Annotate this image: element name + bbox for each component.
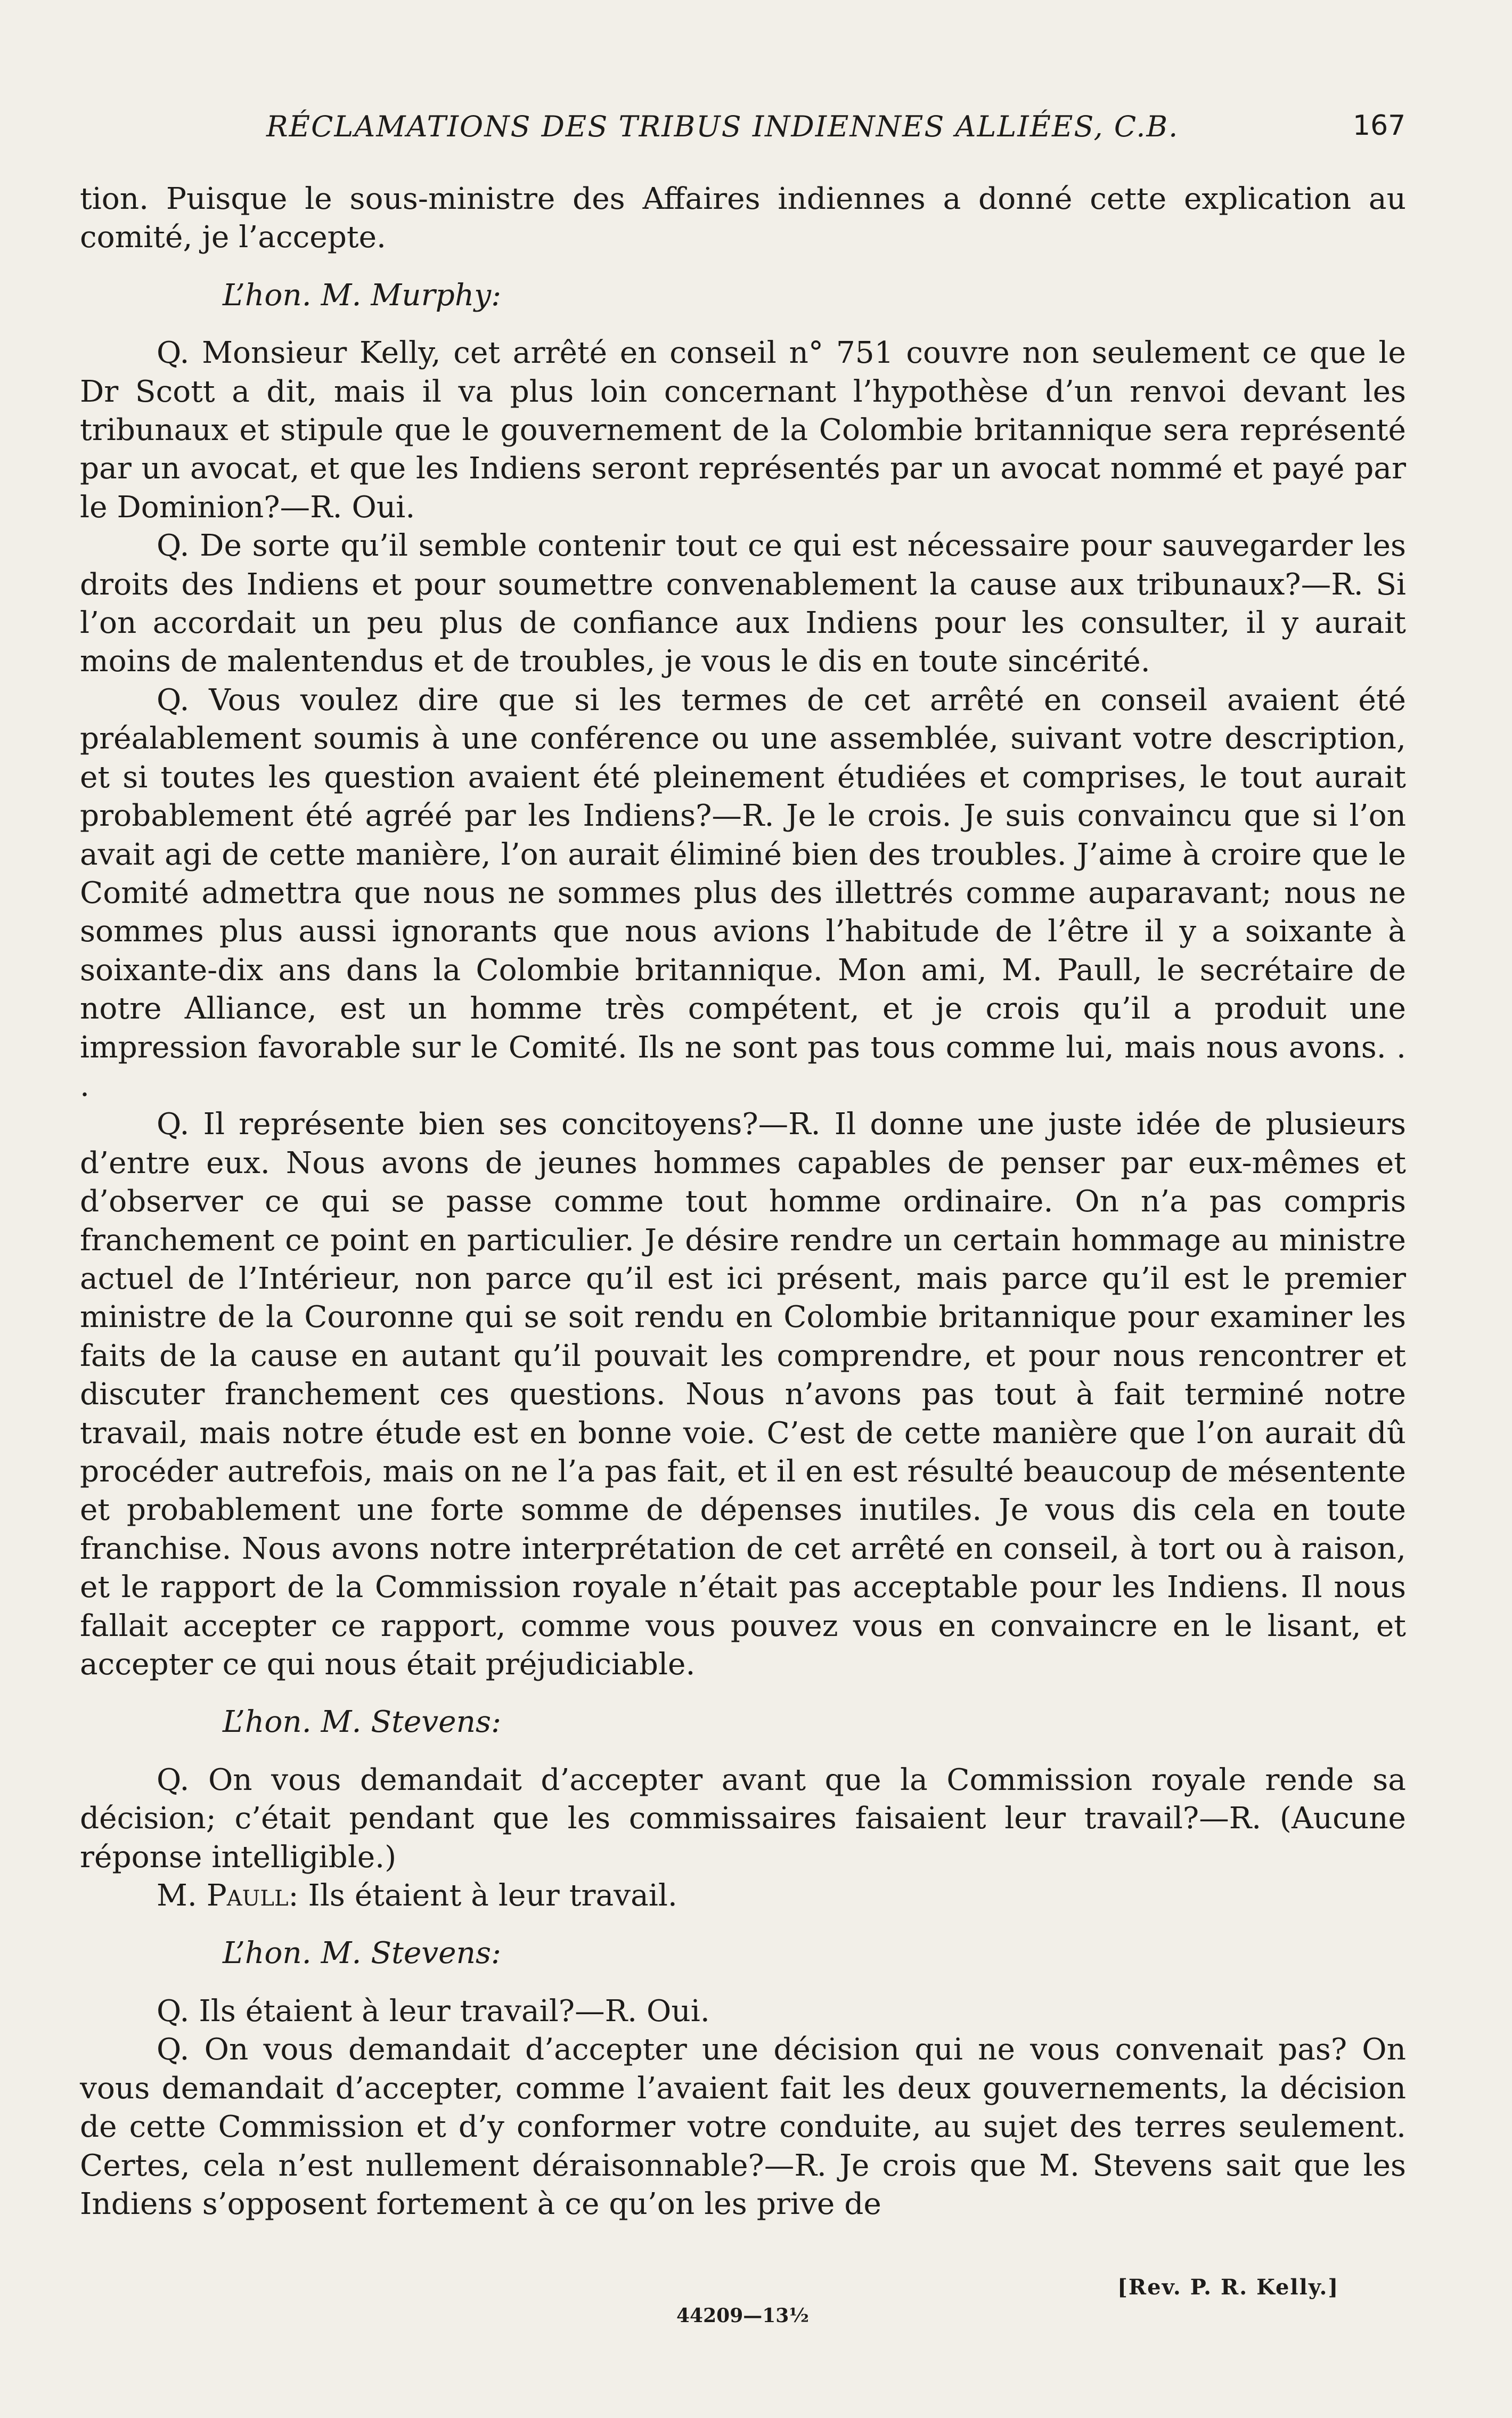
paragraph: Q. De sorte qu’il semble contenir tout ce qui est nécessaire pour sauvegarder les droits des Indiens et pour soumettre convenablement la cause aux tribunaux?—R. Si l’on accordait un peu plus de confiance aux Indiens pour les consulter, il y aurait moins de malentendus et de troubles, je vous le dis en toute sincérité. <box>80 528 1406 679</box>
speaker-name: M. Paull <box>157 1878 289 1914</box>
speaker-heading: L’hon. M. Stevens: <box>223 1936 502 1971</box>
speaker-statement: : Ils étaient à leur travail. <box>288 1878 677 1914</box>
paragraph: Q. On vous demandait d’accepter avant que la Commission royale rende sa décision; c’était pendant que les commissaires faisaient leur travail?—R. (Aucune réponse intelligible.) <box>80 1762 1406 1875</box>
speaker-heading: L’hon. M. Murphy: <box>223 278 502 313</box>
paragraph: Q. Monsieur Kelly, cet arrêté en conseil n° 751 couvre non seulement ce que le Dr Scott a dit, mais il va plus loin concernant l’hypothèse d’un renvoi devant les tribunaux et stipule que le gouvernement de la Colombie britannique sera représenté par un avocat, et que les Indiens seront représentés par un avocat nommé et payé par le Dominion?—R. Oui. <box>80 336 1406 525</box>
witness-signature: [Rev. P. R. Kelly.] <box>1117 2275 1339 2300</box>
paragraph: tion. Puisque le sous-ministre des Affaires indiennes a donné cette explication au comité, je l’accepte. <box>80 182 1406 255</box>
printer-code: 44209—13½ <box>676 2305 809 2327</box>
body-text <box>80 180 1406 2224</box>
page-number: 167 <box>1353 110 1406 142</box>
paragraph: Q. On vous demandait d’accepter une décision qui ne vous convenait pas? On vous demandait d’accepter, comme l’avaient fait les deux gouvernements, la décision de cette Commission et d’y conformer votre conduite, au sujet des terres seulement. Certes, cela n’est nullement déraisonnable?—R. Je crois que M. Stevens sait que les Indiens s’opposent fortement à ce qu’on les prive de <box>80 2032 1406 2221</box>
paragraph: Q. Vous voulez dire que si les termes de cet arrêté en conseil avaient été préalablement soumis à une conférence ou une assemblée, suivant votre description, et si toutes les question avaient été pleinement étudiées et comprises, le tout aurait probablement été agréé par les Indiens?—R. Je le crois. Je suis convaincu que si l’on avait agi de cette manière, l’on aurait éliminé bien des troubles. J’aime à croire que le Comité admettra que nous ne sommes plus des illettrés comme auparavant; nous ne sommes plus aussi ignorants que nous avions l’habitude de l’être il y a soixante à soixante-dix ans dans la Colombie britannique. Mon ami, M. Paull, le secrétaire de notre Alliance, est un homme très compétent, et je crois qu’il a produit une impression favorable sur le Comité. Ils ne sont pas tous comme lui, mais nous avons. . . <box>80 682 1406 1103</box>
running-title: RÉCLAMATIONS DES TRIBUS INDIENNES ALLIÉES, C.B. <box>266 110 1179 143</box>
speaker-heading: L’hon. M. Stevens: <box>223 1705 502 1740</box>
paragraph: Q. Ils étaient à leur travail?—R. Oui. <box>157 1993 710 2029</box>
paragraph <box>80 1877 1406 1915</box>
paragraph: Q. Il représente bien ses concitoyens?—R. Il donne une juste idée de plusieurs d’entre eux. Nous avons de jeunes hommes capables de penser par eux-mêmes et d’observer ce qui se passe comme tout homme ordinaire. On n’a pas compris franchement ce point en particulier. Je désire rendre un certain hommage au ministre actuel de l’Intérieur, non parce qu’il est ici présent, mais parce qu’il est le premier ministre de la Couronne qui se soit rendu en Colombie britannique pour examiner les faits de la cause en autant qu’il pouvait les comprendre, et pour nous rencontrer et discuter franchement ces questions. Nous n’avons pas tout à fait terminé notre travail, mais notre étude est en bonne voie. C’est de cette manière que l’on aurait dû procéder autrefois, mais on ne l’a pas fait, et il en est résulté beaucoup de mésentente et probablement une forte somme de dépenses inutiles. Je vous dis cela en toute franchise. Nous avons notre interprétation de cet arrêté en conseil, à tort ou à raison, et le rapport de la Commission royale n’était pas acceptable pour les Indiens. Il nous fallait accepter ce rapport, comme vous pouvez vous en convaincre en le lisant, et accepter ce qui nous était préjudiciable. <box>80 1107 1406 1682</box>
